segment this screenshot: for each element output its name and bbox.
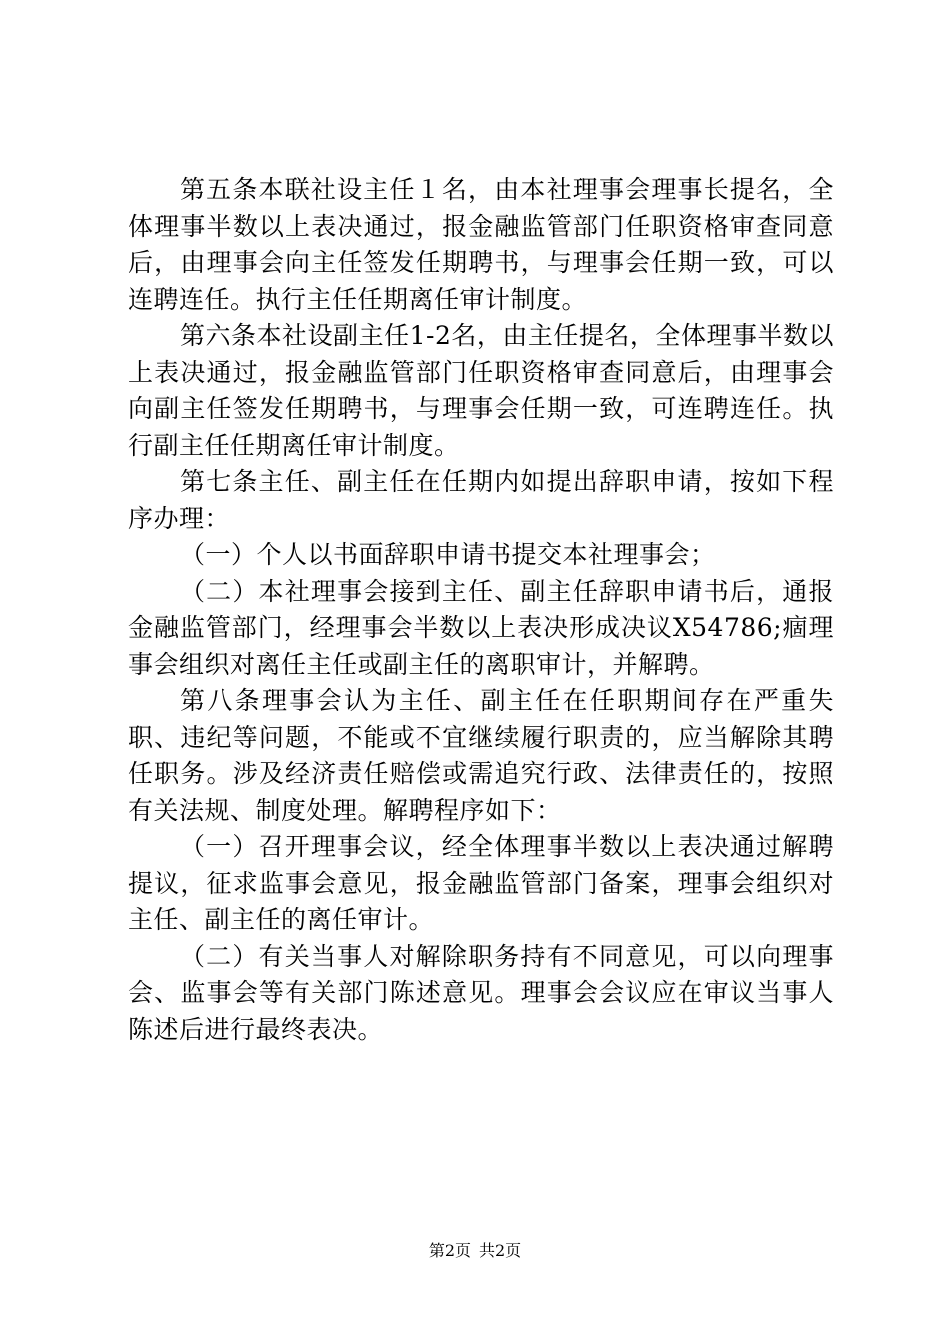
paragraph-article-7-item-2: （二）本社理事会接到主任、副主任辞职申请书后，通报金融监管部门，经理事会半数以上表决形成决议X54786;痼理事会组织对离任主任或副主任的离职审计，并解聘。	[128, 576, 834, 679]
paragraph-article-7: 第七条主任、副主任在任期内如提出辞职申请，按如下程序办理：	[128, 467, 834, 533]
paragraph-article-8: 第八条理事会认为主任、副主任在任职期间存在严重失职、违纪等问题，不能或不宜继续履行职责的，应当解除其聘任职务。涉及经济责任赔偿或需追究行政、法律责任的，按照有关法规、制度处理。解聘程序如下：	[128, 686, 834, 825]
paragraph-article-8-item-1: （一）召开理事会议，经全体理事半数以上表决通过解聘提议，征求监事会意见，报金融监管部门备案，理事会组织对主任、副主任的离任审计。	[128, 832, 834, 934]
page-number: 第2页	[428, 1241, 471, 1260]
page-total: 共2页	[479, 1241, 522, 1260]
document-body	[128, 172, 834, 1048]
paragraph-article-5: 第五条本联社设主任１名，由本社理事会理事长提名，全体理事半数以上表决通过，报金融监管部门任职资格审查同意后，由理事会向主任签发任期聘书，与理事会任期一致，可以连聘连任。执行主任任期离任审计制度。	[128, 175, 834, 314]
paragraph-article-6: 第六条本社设副主任1-2名，由主任提名，全体理事半数以上表决通过，报金融监管部门任职资格审查同意后，由理事会向副主任签发任期聘书，与理事会任期一致，可连聘连任。执行副主任任期离任审计制度。	[128, 321, 834, 460]
paragraph-article-7-item-1: （一）个人以书面辞职申请书提交本社理事会；	[180, 540, 716, 569]
paragraph-article-8-item-2: （二）有关当事人对解除职务持有不同意见，可以向理事会、监事会等有关部门陈述意见。理事会会议应在审议当事人陈述后进行最终表决。	[128, 941, 834, 1044]
page-footer	[0, 1240, 950, 1262]
